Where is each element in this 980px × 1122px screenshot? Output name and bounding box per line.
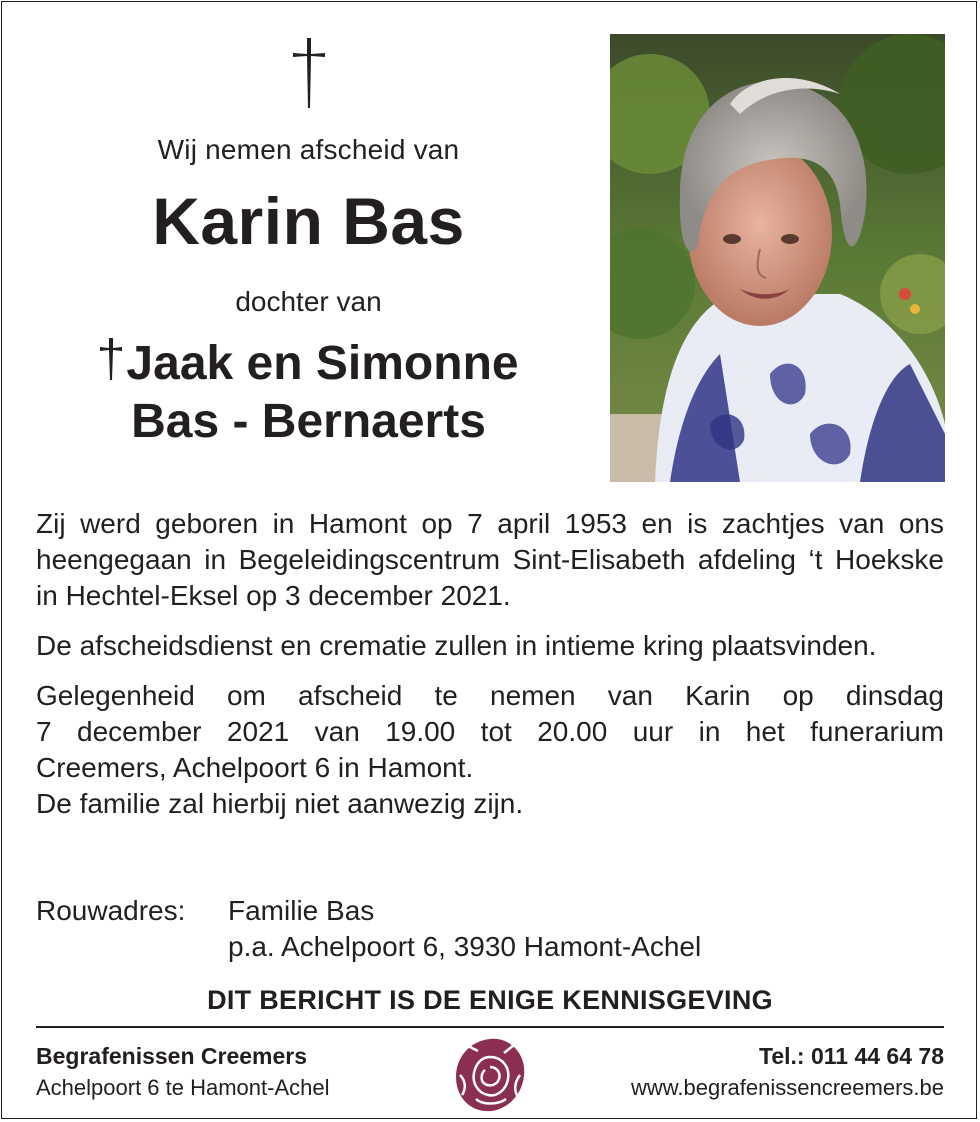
mourning-address: [36, 893, 701, 965]
rose-icon: [452, 1035, 528, 1115]
funeral-home-contact: [631, 1040, 944, 1104]
footer-divider: [36, 1026, 944, 1028]
address-label: Rouwadres:: [36, 895, 186, 926]
parents-names: [36, 336, 581, 450]
phone-number[interactable]: Tel.: 011 44 64 78: [759, 1043, 944, 1069]
sole-notice: DIT BERICHT IS DE ENIGE KENNISGEVING: [207, 985, 773, 1015]
funeral-home-info: [36, 1040, 330, 1104]
portrait-photo: [610, 34, 945, 482]
company-name: Begrafenissen Creemers: [36, 1043, 308, 1069]
ceremony-paragraph: De afscheidsdienst en crematie zullen in intieme kring plaatsvinden.: [36, 630, 877, 661]
visitation-line-2: 7 december 2021 van 19.00 tot 20.00 uur in het funerarium: [36, 716, 944, 747]
address-line-1: Familie Bas: [228, 895, 375, 926]
birth-death-paragraph: Zij werd geboren in Hamont op 7 april 1953 en is zachtjes van ons heengegaan in Begeleidingscentrum Sint-Elisabeth afdeling ‘t Hoekske in Hechtel-Eksel op 3 december 2021.: [36, 508, 944, 611]
visitation-paragraph: [36, 678, 944, 822]
relation-text: dochter van: [235, 286, 382, 317]
company-address: Achelpoort 6 te Hamont-Achel: [36, 1075, 330, 1100]
deceased-name: Karin Bas: [152, 184, 465, 258]
intro-text: Wij nemen afscheid van: [157, 134, 460, 165]
announcement-header: [36, 30, 581, 450]
cross-icon: [289, 36, 329, 110]
parents-line-1: [36, 336, 581, 394]
parents-line1-text: Jaak en Simonne: [126, 337, 519, 390]
visitation-line-3: Creemers, Achelpoort 6 in Hamont.: [36, 752, 474, 783]
address-line-2: p.a. Achelpoort 6, 3930 Hamont-Achel: [228, 931, 702, 962]
announcement-body: [36, 506, 944, 836]
parents-line-2: Bas - Bernaerts: [131, 395, 486, 448]
visitation-line-4: De familie zal hierbij niet aanwezig zijn.: [36, 788, 524, 819]
website-link[interactable]: www.begrafenissencreemers.be: [630, 1075, 944, 1100]
parents-cross-icon: [98, 337, 124, 394]
visitation-line-1: Gelegenheid om afscheid te nemen van Karin op dinsdag: [36, 680, 944, 711]
